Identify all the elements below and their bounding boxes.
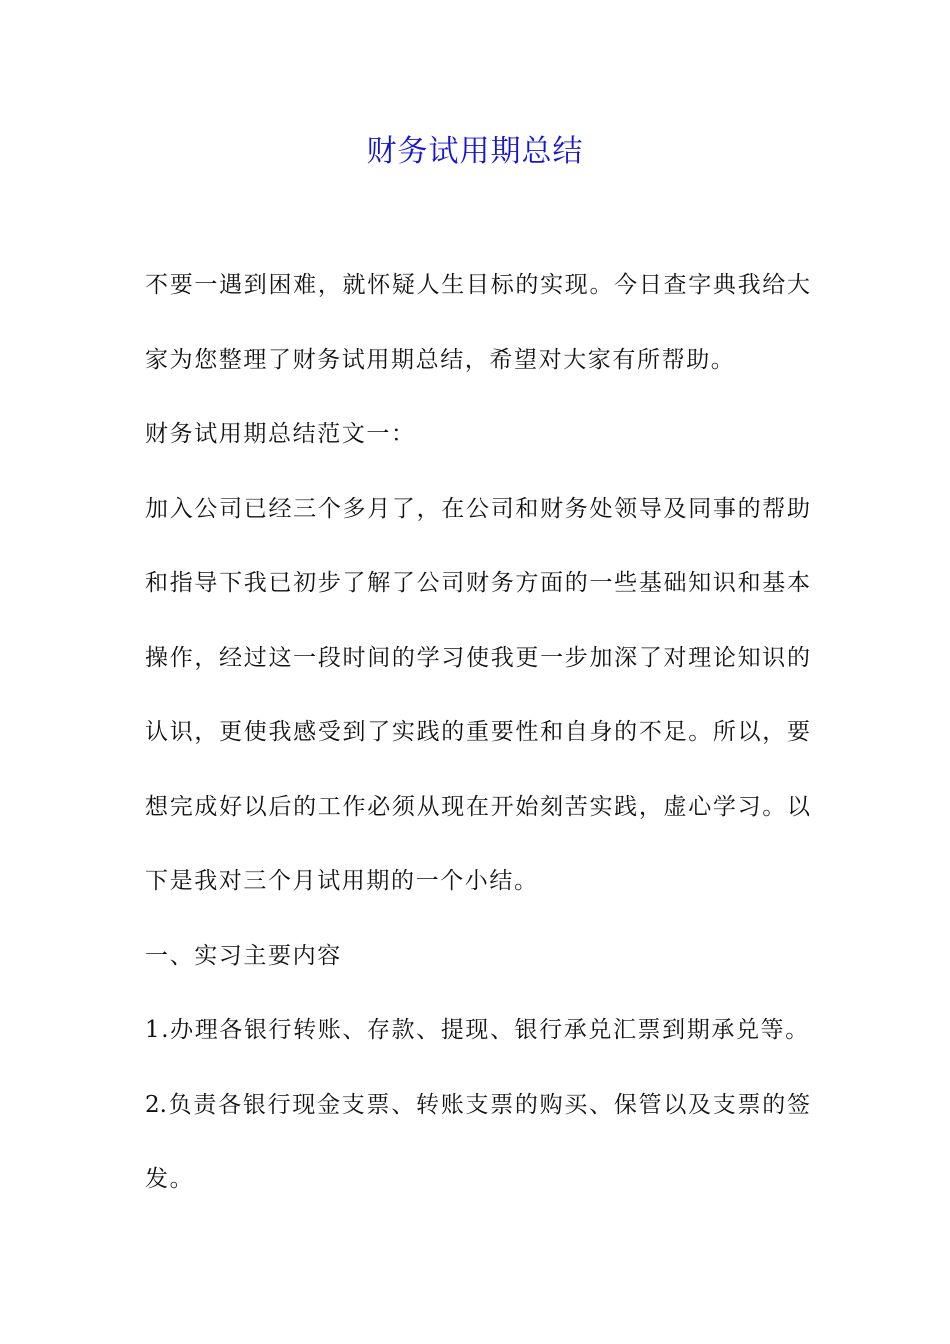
document-title: 财务试用期总结 bbox=[366, 134, 584, 169]
section-heading-sample-one: 财务试用期总结范文一： bbox=[145, 421, 416, 447]
text-line-paragraph-6: 下是我对三个月试用期的一个小结。 bbox=[145, 868, 539, 894]
text-line-paragraph-2: 和指导下我已初步了解了公司财务方面的一些基础知识和基本 bbox=[145, 570, 810, 596]
list-item-2-line-1: 2.负责各银行现金支票、转账支票的购买、保管以及支票的签 bbox=[145, 1091, 810, 1118]
text-line-paragraph-3: 操作，经过这一段时间的学习使我更一步加深了对理论知识的 bbox=[145, 644, 810, 671]
section-heading-main-content: 一、实习主要内容 bbox=[145, 942, 342, 969]
document-body bbox=[145, 255, 810, 1224]
text-line-paragraph-4: 认识，更使我感受到了实践的重要性和自身的不足。所以，要 bbox=[145, 719, 810, 745]
text-line-intro-2: 家为您整理了财务试用期总结，希望对大家有所帮助。 bbox=[145, 346, 736, 373]
text-line-paragraph-1: 加入公司已经三个多月了，在公司和财务处领导及同事的帮助 bbox=[145, 495, 810, 522]
text-line-intro-1: 不要一遇到困难，就怀疑人生目标的实现。今日查字典我给大 bbox=[145, 272, 810, 298]
list-item-1: 1.办理各银行转账、存款、提现、银行承兑汇票到期承兑等。 bbox=[145, 1017, 810, 1043]
list-item-2-line-2: 发。 bbox=[145, 1166, 195, 1192]
text-line-paragraph-5: 想完成好以后的工作必须从现在开始刻苦实践，虚心学习。以 bbox=[145, 793, 810, 820]
